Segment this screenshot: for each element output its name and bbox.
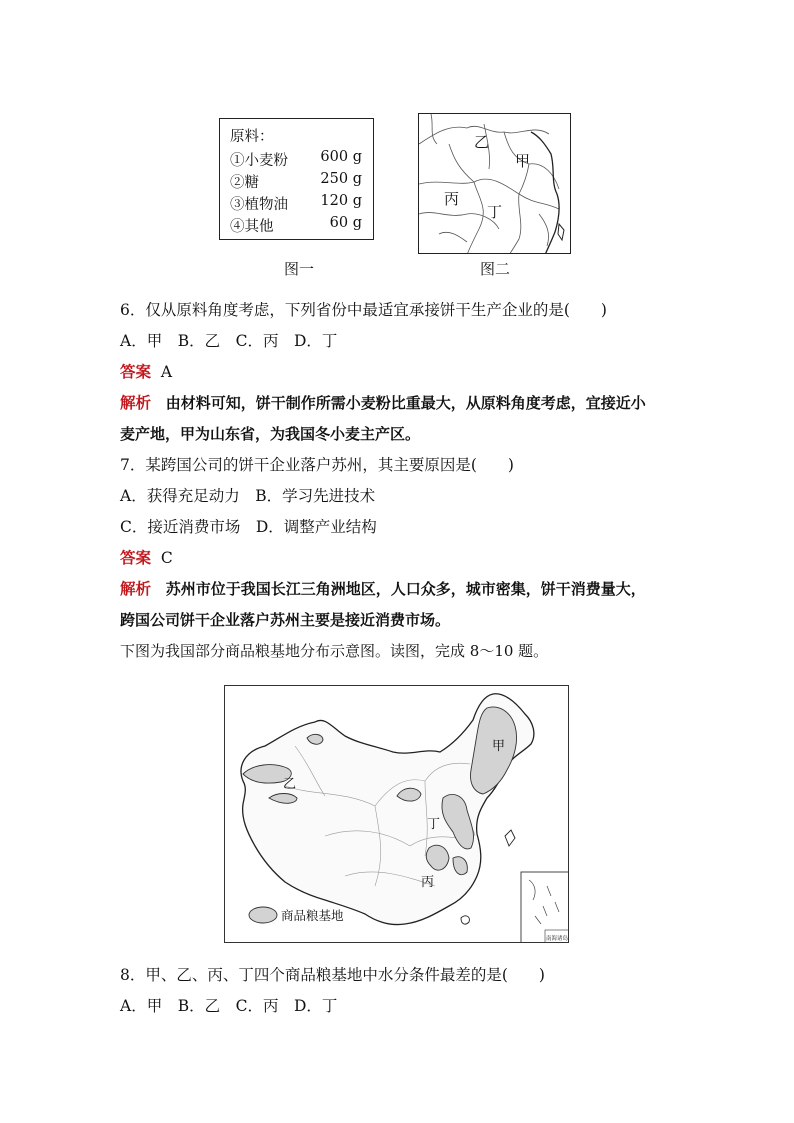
map3-label-ding: 丁	[427, 817, 441, 832]
answer-label: 答案	[120, 549, 152, 567]
q7-options-line1: A．获得充足动力 B．学习先进技术	[120, 487, 376, 505]
figure1-caption: 图一	[284, 260, 315, 278]
map2-label-jia: 甲	[515, 152, 531, 170]
map2-label-ding: 丁	[487, 203, 503, 221]
recipe-heading: 原料：	[230, 129, 274, 145]
inset-label: 南海诸岛	[546, 936, 569, 942]
q7-analysis-row	[120, 579, 646, 599]
q7-options-line2: C．接近消费市场 D．调整产业结构	[120, 518, 377, 536]
q6-stem: 6．仅从原料角度考虑，下列省份中最适宜承接饼干生产企业的是( )	[120, 301, 607, 319]
regional-map-drawing	[419, 114, 571, 254]
q7-stem: 7．某跨国公司的饼干企业落户苏州，其主要原因是( )	[120, 456, 514, 474]
q8-options: A．甲 B．乙 C．丙 D．丁	[120, 997, 338, 1015]
q6-analysis-line1: 由材料可知，饼干制作所需小麦粉比重最大，从原料角度考虑，宜接近小	[165, 394, 646, 412]
q6-options: A．甲 B．乙 C．丙 D．丁	[120, 332, 338, 350]
recipe-item-qty: 120 g	[320, 193, 362, 209]
map3-label-yi: 乙	[283, 777, 297, 792]
q6-analysis-row	[120, 393, 646, 413]
q8-stem: 8．甲、乙、丙、丁四个商品粮基地中水分条件最差的是( )	[120, 966, 545, 984]
q6-analysis-line2: 麦产地，甲为山东省，为我国冬小麦主产区。	[120, 425, 421, 443]
q6-answer: A	[160, 363, 173, 381]
answer-label: 答案	[120, 363, 152, 381]
map3-label-jia: 甲	[492, 739, 506, 754]
recipe-item-name: ②糖	[230, 175, 259, 191]
recipe-item-name: ④其他	[230, 219, 274, 235]
map2-label-bing: 丙	[444, 190, 460, 208]
map3-label-bing: 丙	[421, 875, 435, 890]
recipe-item-qty: 250 g	[320, 171, 362, 187]
legend-label: 商品粮基地	[281, 908, 344, 923]
q7-answer: C	[160, 549, 173, 567]
legend-swatch	[249, 907, 277, 923]
china-grain-map	[224, 685, 569, 943]
china-map-drawing	[225, 686, 569, 943]
recipe-item-name: ③植物油	[230, 197, 288, 213]
q7-analysis-line1: 苏州市位于我国长江三角洲地区，人口众多，城市密集，饼干消费量大，	[165, 580, 646, 598]
recipe-box	[219, 118, 374, 240]
recipe-item-qty: 60 g	[329, 215, 362, 231]
recipe-item-qty: 600 g	[320, 149, 362, 165]
analysis-label: 解析	[120, 394, 152, 412]
analysis-label: 解析	[120, 580, 152, 598]
q7-analysis-line2: 跨国公司饼干企业落户苏州主要是接近消费市场。	[120, 611, 451, 629]
recipe-item-name: ①小麦粉	[230, 153, 288, 169]
map2-label-yi: 乙	[474, 133, 490, 151]
q7-answer-row	[120, 548, 173, 568]
figure2-caption: 图二	[480, 260, 511, 278]
intro-text: 下图为我国部分商品粮基地分布示意图。读图，完成 8～10 题。	[120, 642, 549, 660]
regional-map	[418, 113, 571, 254]
q6-answer-row	[120, 362, 172, 382]
